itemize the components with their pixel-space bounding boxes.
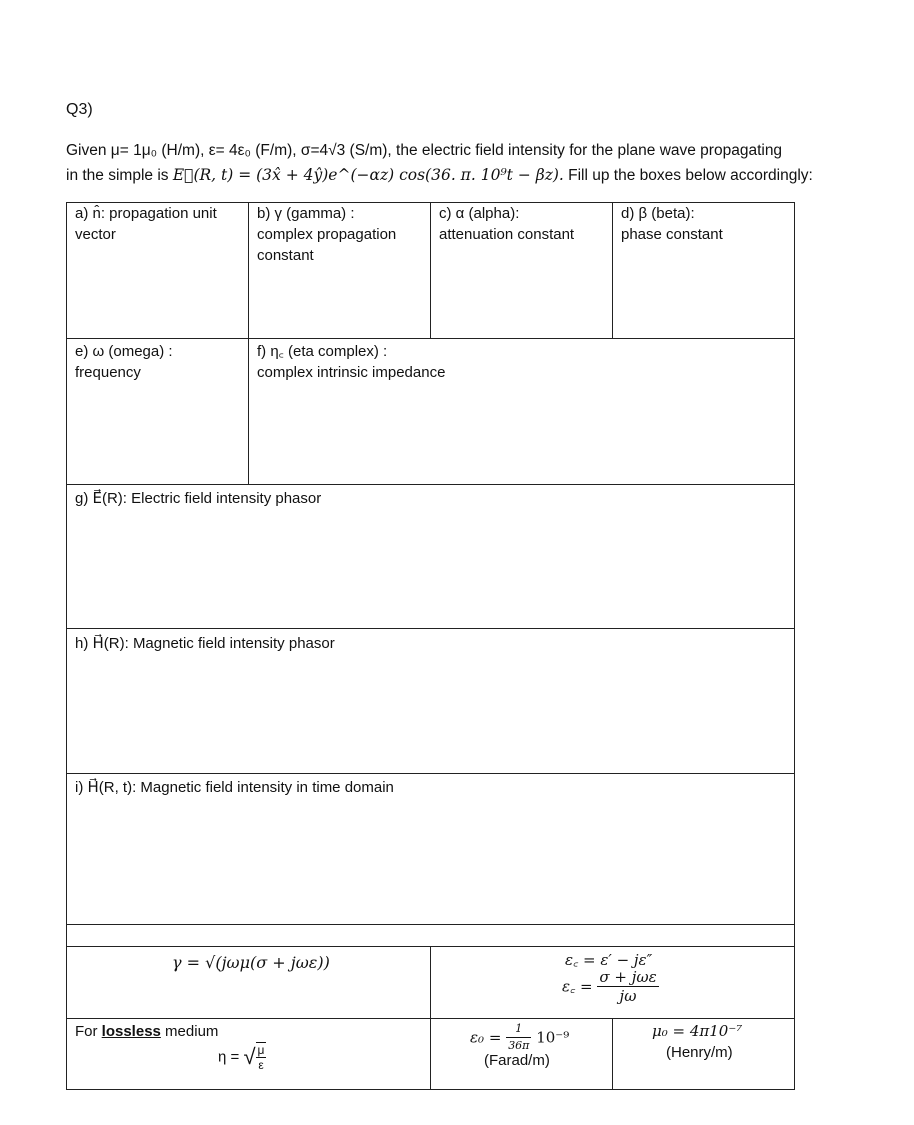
- table-row-divider: [66, 628, 795, 629]
- box-b-subtitle-2: constant: [257, 247, 314, 264]
- lossless-note: [75, 1021, 415, 1042]
- intro-line-1: Given μ= 1μ₀ (H/m), ε= 4ε₀ (F/m), σ=4√3 (S/m), the electric field intensity for the plane wave propagating: [66, 142, 783, 159]
- box-f-subtitle: complex intrinsic impedance: [257, 364, 446, 381]
- box-c-alpha: [439, 203, 609, 245]
- box-c-title: c) α (alpha):: [439, 205, 520, 222]
- formula-mu0: μ₀ = 4π10⁻⁷: [652, 1022, 743, 1040]
- formula-eps0-den: 36π: [508, 1039, 530, 1052]
- table-border-bottom: [66, 1089, 795, 1090]
- box-e-title: e) ω (omega) :: [75, 343, 173, 360]
- box-e-subtitle: frequency: [75, 364, 141, 381]
- intro-equation: E⃗(R, t) = (3x̂ + 4ŷ)e^(−αz) cos(36. π. 10⁹t − βz).: [172, 166, 564, 184]
- formula-eta-den: ε: [258, 1058, 264, 1072]
- box-f-title: f) η꜀ (eta complex) :: [257, 343, 388, 360]
- box-c-subtitle: attenuation constant: [439, 226, 575, 243]
- table-col-divider: [612, 1018, 613, 1089]
- table-col-divider: [430, 946, 431, 1089]
- table-row-divider: [66, 924, 795, 925]
- sqrt-icon: √: [243, 1044, 256, 1069]
- table-col-divider: [248, 202, 249, 338]
- table-col-divider: [430, 202, 431, 338]
- box-a-subtitle: vector: [75, 226, 116, 243]
- table-border-left: [66, 202, 67, 1090]
- box-i-magnetic-time-domain: [75, 777, 785, 798]
- table-border-right: [794, 202, 795, 1090]
- box-d-beta: [621, 203, 791, 245]
- lossless-suffix: medium: [160, 1023, 219, 1040]
- formula-eta-num: μ: [257, 1043, 265, 1057]
- formula-eps-c-1: ε꜀ = ε′ − jε″: [565, 951, 653, 969]
- lossless-prefix: For: [75, 1023, 102, 1040]
- intro-line-2-prefix: in the simple is: [66, 167, 173, 184]
- box-h-title: h) H⃗(R): Magnetic field intensity phasor: [75, 635, 335, 652]
- formula-eps-c-2-fraction: [597, 968, 658, 1005]
- box-b-title: b) γ (gamma) :: [257, 205, 355, 222]
- question-number: Q3): [66, 101, 93, 118]
- intro-line-2-suffix: Fill up the boxes below accordingly:: [563, 167, 813, 184]
- box-a-title: a) n̂: propagation unit: [75, 205, 217, 222]
- table-col-divider: [248, 338, 249, 484]
- intro-line-2: [66, 163, 846, 188]
- formula-eps0-unit: (Farad/m): [484, 1052, 550, 1069]
- table-col-divider: [612, 202, 613, 338]
- lossless-word: lossless: [101, 1023, 161, 1040]
- question-intro: [66, 139, 846, 188]
- formula-eps0-lhs: ε₀ =: [470, 1028, 502, 1047]
- box-g-electric-phasor: [75, 488, 785, 509]
- formula-mu0-unit: (Henry/m): [666, 1044, 733, 1061]
- table-row-divider: [66, 484, 795, 485]
- box-g-title: g) E⃗(R): Electric field intensity phasor: [75, 490, 322, 507]
- formula-eta-lhs: η =: [218, 1048, 240, 1066]
- box-d-subtitle: phase constant: [621, 226, 723, 243]
- box-i-title: i) H⃗(R, t): Magnetic field intensity in time domain: [75, 779, 394, 796]
- box-h-magnetic-phasor: [75, 633, 785, 654]
- formula-eps0-num: 1: [506, 1021, 531, 1038]
- box-b-gamma: [257, 203, 427, 266]
- formula-eta-fraction: [256, 1042, 267, 1072]
- box-b-subtitle: complex propagation: [257, 226, 397, 243]
- table-row-divider: [66, 773, 795, 774]
- formula-eps-c-2: [562, 968, 782, 1005]
- box-e-omega: [75, 341, 245, 383]
- formula-eta-lossless: [218, 1042, 298, 1072]
- formula-eps-c-2-lhs: ε꜀ =: [562, 977, 593, 996]
- box-f-eta-complex: [257, 341, 787, 383]
- formula-eps-c-2-den: jω: [619, 987, 637, 1005]
- table-row-divider: [66, 338, 795, 339]
- box-d-title: d) β (beta):: [621, 205, 695, 222]
- box-a-propagation-unit-vector: [75, 203, 245, 245]
- formula-gamma: γ = √(jωμ(σ + jωε)): [172, 953, 330, 972]
- formula-eps-c-2-num: σ + jωε: [599, 968, 657, 986]
- formula-eps0-rest: 10⁻⁹: [536, 1028, 570, 1047]
